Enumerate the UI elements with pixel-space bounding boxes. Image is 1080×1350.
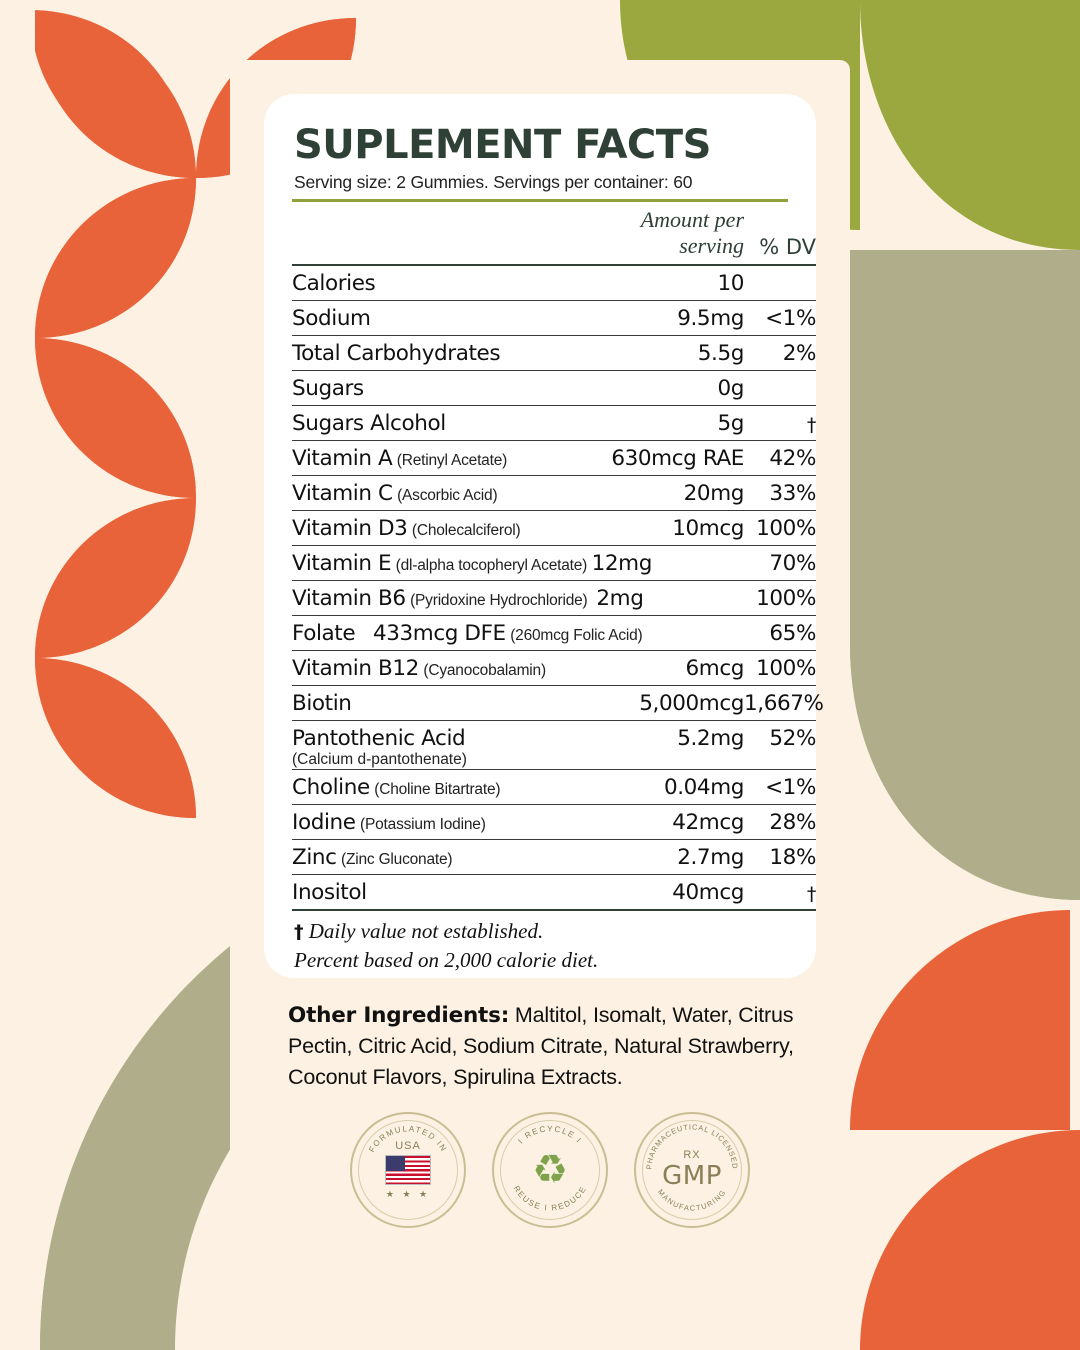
table-row bbox=[292, 371, 816, 406]
serving-info: Serving size: 2 Gummies. Servings per container: 60 bbox=[294, 172, 693, 192]
nutrient-source: (Potassium Iodine) bbox=[360, 816, 486, 833]
other-ingredients bbox=[288, 1000, 808, 1094]
supplement-facts-card bbox=[264, 94, 824, 978]
nutrient-source: (Retinyl Acetate) bbox=[396, 452, 508, 469]
nutrient-source: (Pyridoxine Hydrochloride) bbox=[410, 592, 588, 609]
nutrient-name: Sugars Alcohol bbox=[292, 411, 446, 436]
formulated-in-usa-badge bbox=[350, 1112, 466, 1228]
nutrient-amount: 5.5g bbox=[697, 341, 744, 366]
nutrient-name: Total Carbohydrates bbox=[292, 341, 501, 366]
other-ingredients-heading: Other Ingredients: bbox=[288, 1003, 510, 1028]
nutrient-dv: † bbox=[806, 883, 816, 905]
nutrient-dv: 2% bbox=[782, 341, 816, 366]
nutrient-name: Sugars bbox=[292, 376, 364, 401]
nutrient-name: Choline bbox=[292, 775, 370, 800]
footnote-line-1 bbox=[294, 917, 788, 946]
usa-badge-center bbox=[352, 1140, 464, 1200]
table-row bbox=[292, 441, 816, 476]
nutrient-amount: 40mcg bbox=[672, 880, 744, 905]
nutrient-source: (dl-alpha tocopheryl Acetate) bbox=[395, 557, 588, 574]
badge-arc-label-top: PHARMACEUTICAL LICENSED bbox=[644, 1122, 740, 1170]
nutrient-name: Pantothenic Acid bbox=[292, 726, 466, 751]
nutrient-dv: 100% bbox=[756, 516, 816, 541]
nutrient-name: Sodium bbox=[292, 306, 371, 331]
nutrient-name: Inositol bbox=[292, 880, 367, 905]
usa-label: USA bbox=[395, 1140, 421, 1152]
nutrient-source: (Choline Bitartrate) bbox=[374, 781, 501, 798]
footnote-line-2: Percent based on 2,000 calorie diet. bbox=[294, 947, 599, 972]
nutrient-dv: 28% bbox=[769, 810, 816, 835]
nutrient-amount: 0.04mg bbox=[663, 775, 744, 800]
nutrient-dv: 42% bbox=[769, 446, 816, 471]
nutrient-amount: 6mcg bbox=[685, 656, 744, 681]
nutrient-amount: 2.7mg bbox=[677, 845, 744, 870]
table-row bbox=[292, 686, 816, 721]
nutrient-name: Calories bbox=[292, 271, 376, 296]
nutrient-name: Biotin bbox=[292, 691, 352, 716]
nutrient-dv: 52% bbox=[769, 726, 816, 751]
table-row bbox=[292, 265, 816, 301]
page-title: SUPLEMENT FACTS bbox=[294, 122, 711, 168]
nutrition-table bbox=[292, 202, 824, 911]
nutrient-amount: 5,000mcg bbox=[639, 691, 744, 716]
recycle-icon: ♻ bbox=[532, 1148, 568, 1192]
table-row bbox=[292, 581, 816, 616]
nutrient-dv: † bbox=[806, 414, 816, 436]
dagger-symbol: † bbox=[294, 921, 304, 943]
nutrient-name: Zinc bbox=[292, 845, 337, 870]
nutrient-amount: 10 bbox=[717, 271, 744, 296]
table-row bbox=[292, 301, 816, 336]
badge-arc-label-bottom: MANUFACTURING bbox=[655, 1187, 729, 1213]
table-row bbox=[292, 721, 816, 752]
nutrient-amount: 42mcg bbox=[672, 810, 744, 835]
nutrient-amount: 12mg bbox=[591, 551, 652, 576]
footnotes bbox=[294, 917, 788, 974]
nutrient-dv: 100% bbox=[756, 586, 816, 611]
nutrient-name: Vitamin E bbox=[292, 551, 392, 576]
nutrient-amount: 5g bbox=[717, 411, 744, 436]
footnote-1-text: Daily value not established. bbox=[308, 919, 544, 943]
nutrient-name: Folate bbox=[292, 621, 356, 646]
usa-flag-icon bbox=[385, 1155, 431, 1185]
badge-arc-label: FORMULATED IN bbox=[367, 1124, 449, 1154]
gmp-badge-center bbox=[636, 1149, 748, 1191]
nutrient-name: Vitamin C bbox=[292, 481, 393, 506]
nutrient-amount: 5.2mg bbox=[677, 726, 744, 751]
recycle-badge bbox=[492, 1112, 608, 1228]
header-blank bbox=[292, 202, 592, 263]
gmp-badge bbox=[634, 1112, 750, 1228]
table-row bbox=[292, 336, 816, 371]
gmp-label: GMP bbox=[662, 1161, 722, 1191]
nutrient-dv: <1% bbox=[765, 775, 816, 800]
certification-badges bbox=[350, 1112, 750, 1228]
nutrient-source: (Ascorbic Acid) bbox=[397, 487, 498, 504]
table-row bbox=[292, 511, 816, 546]
nutrient-dv: 100% bbox=[756, 656, 816, 681]
nutrient-amount: 630mcg RAE bbox=[611, 446, 744, 471]
table-row bbox=[292, 546, 816, 581]
nutrient-dv: 70% bbox=[769, 551, 816, 576]
badge-arc-label-bottom: REUSE I REDUCE bbox=[511, 1184, 589, 1213]
table-row bbox=[292, 651, 816, 686]
recycle-badge-center bbox=[494, 1150, 606, 1190]
nutrient-name: Iodine bbox=[292, 810, 356, 835]
other-ingredients-text: Maltitol, Isomalt, Water, Citrus Pectin, Citric Acid, Sodium Citrate, Natural Strawberry, Coconut Flavors, Spirulina Extracts. bbox=[288, 1003, 794, 1090]
nutrient-amount: 20mg bbox=[683, 481, 744, 506]
nutrient-dv: 33% bbox=[769, 481, 816, 506]
table-row bbox=[292, 406, 816, 441]
table-row bbox=[292, 476, 816, 511]
nutrient-source-continued: (Calcium d-pantothenate) bbox=[292, 751, 816, 770]
nutrient-amount: 2mg bbox=[596, 586, 644, 611]
nutrient-dv: 65% bbox=[769, 621, 816, 646]
nutrient-amount: 433mcg DFE bbox=[372, 621, 506, 646]
header-amount: Amount per serving bbox=[640, 207, 744, 258]
table-row bbox=[292, 616, 816, 651]
nutrient-dv: 1,667% bbox=[744, 691, 824, 716]
nutrient-name: Vitamin B12 bbox=[292, 656, 419, 681]
nutrient-dv: <1% bbox=[765, 306, 816, 331]
nutrient-dv: 18% bbox=[769, 845, 816, 870]
table-row bbox=[292, 805, 816, 840]
usa-stars: ★ ★ ★ bbox=[385, 1189, 431, 1199]
nutrient-source: (Cyanocobalamin) bbox=[423, 662, 546, 679]
nutrient-source: (Cholecalciferol) bbox=[411, 522, 521, 539]
nutrient-name: Vitamin B6 bbox=[292, 586, 406, 611]
nutrient-source: (Zinc Gluconate) bbox=[341, 851, 453, 868]
nutrient-name: Vitamin A bbox=[292, 446, 393, 471]
table-row bbox=[292, 875, 816, 911]
table-row-continuation bbox=[292, 751, 816, 770]
nutrient-source: (260mcg Folic Acid) bbox=[510, 627, 643, 644]
gmp-rx-label: RX bbox=[683, 1149, 701, 1161]
table-row bbox=[292, 770, 816, 805]
nutrient-amount: 9.5mg bbox=[677, 306, 744, 331]
nutrient-amount: 0g bbox=[717, 376, 744, 401]
header-dv: % DV bbox=[759, 235, 816, 259]
table-header-row bbox=[292, 202, 816, 263]
nutrient-name: Vitamin D3 bbox=[292, 516, 408, 541]
table-row bbox=[292, 840, 816, 875]
nutrient-amount: 10mcg bbox=[672, 516, 744, 541]
badge-arc-label-top: I RECYCLE I bbox=[516, 1124, 584, 1146]
